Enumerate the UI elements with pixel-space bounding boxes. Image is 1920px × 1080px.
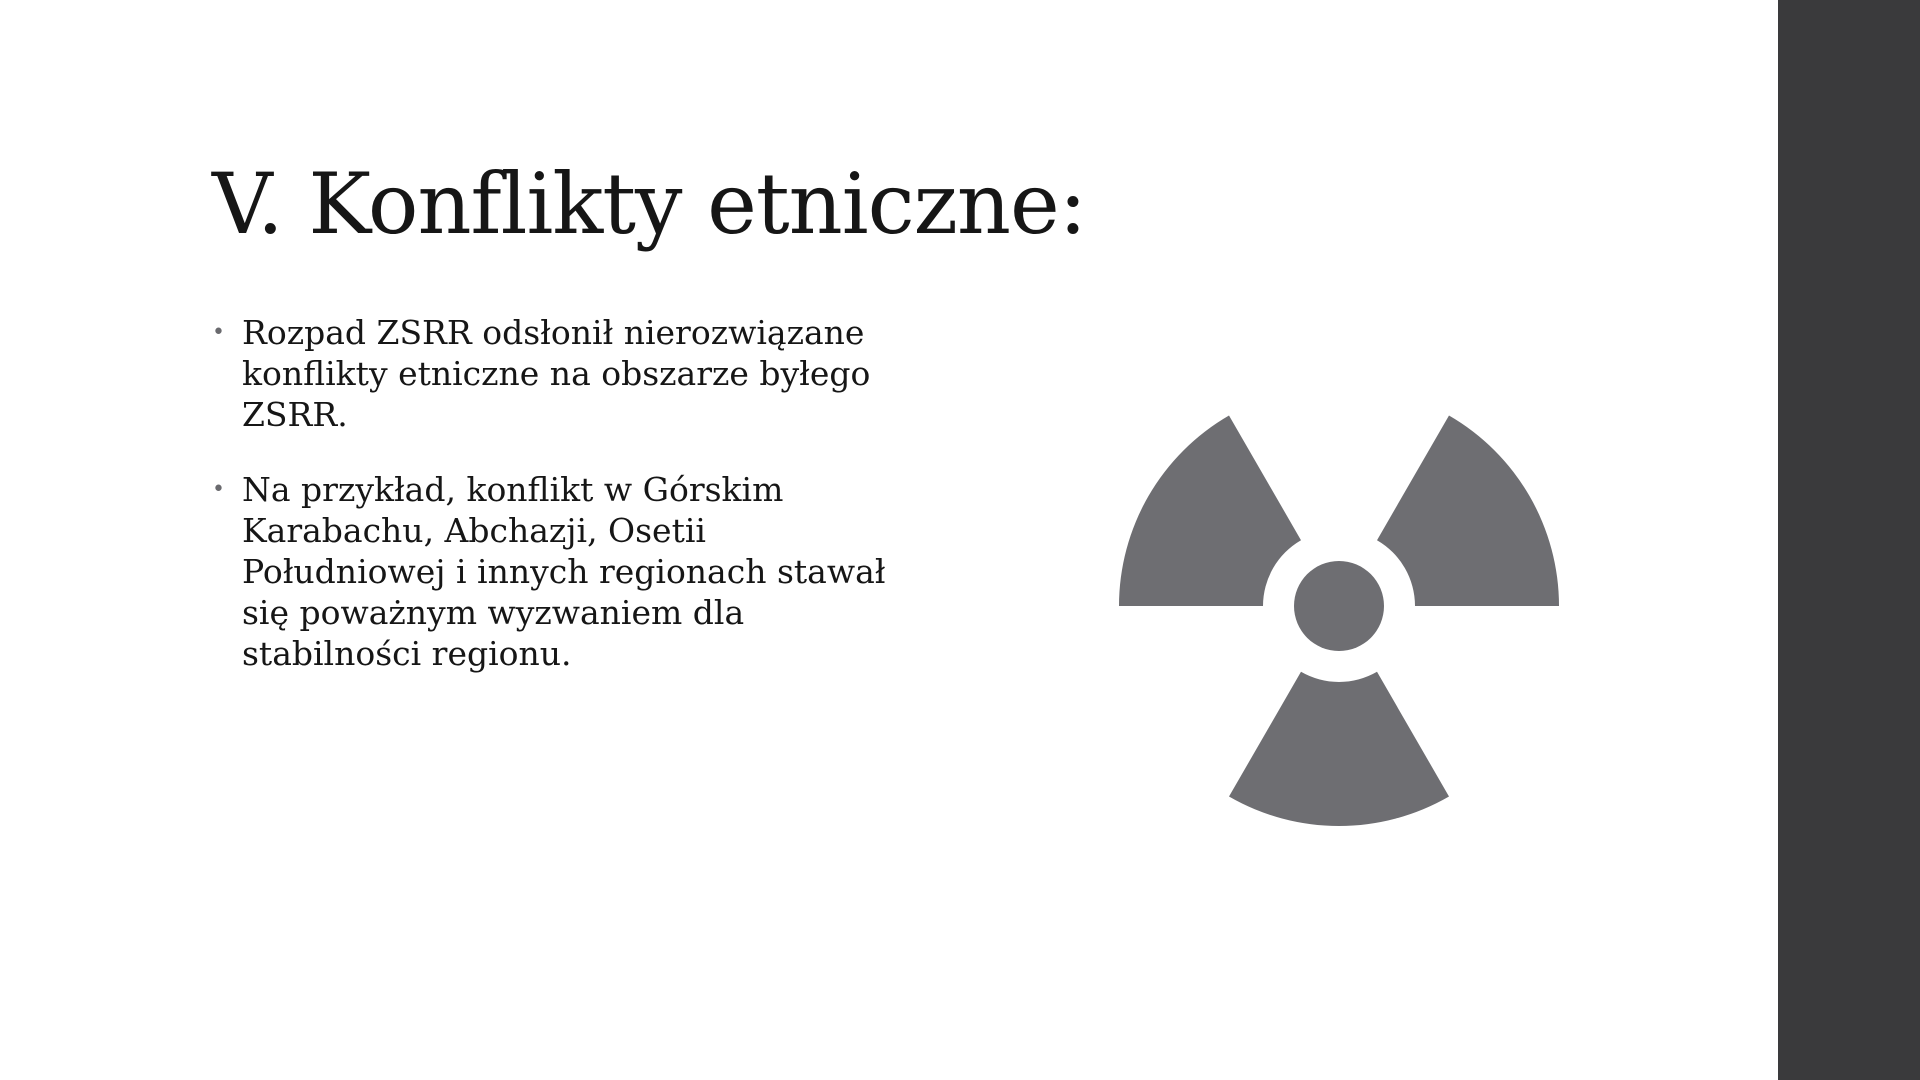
list-item — [212, 312, 912, 435]
radiation-blade — [1229, 672, 1449, 826]
bullet-marker: • — [212, 477, 225, 502]
radiation-blade — [1377, 416, 1559, 607]
list-item — [212, 469, 912, 674]
bullet-text: Na przykład, konflikt w Górskim Karabachu, Abchazji, Osetii Południowej i innych regionach stawał się poważnym wyzwaniem dla stabilności regionu. — [242, 470, 886, 673]
side-bar — [1778, 0, 1920, 1080]
bullet-text: Rozpad ZSRR odsłonił nierozwiązane konflikty etniczne na obszarze byłego ZSRR. — [242, 313, 871, 434]
radiation-blade — [1119, 416, 1301, 607]
bullet-list — [212, 312, 912, 708]
radiation-center — [1294, 561, 1384, 651]
bullet-marker: • — [212, 320, 225, 345]
slide-title: V. Konflikty etniczne: — [212, 155, 1087, 253]
radiation-icon — [1099, 366, 1579, 846]
